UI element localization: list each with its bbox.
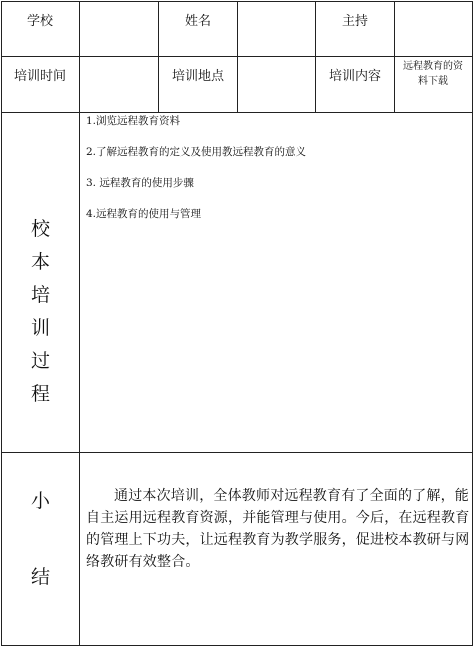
label-char: 小: [30, 490, 50, 512]
label-char: 本: [30, 251, 50, 273]
row-divider: [1, 452, 473, 453]
table-border-right: [472, 1, 473, 646]
training-content-label: 培训内容: [328, 68, 381, 84]
label-char: 训: [30, 317, 50, 339]
list-item: 2.了解远程教育的定义及使用教远程教育的意义: [86, 146, 307, 158]
name-value: [238, 1, 315, 56]
label-char: 结: [30, 566, 50, 588]
training-location-label: 培训地点: [171, 68, 224, 84]
training-steps-list: [86, 114, 466, 238]
list-item: 4.远程教育的使用与管理: [86, 208, 202, 220]
list-item: 3. 远程教育的使用步骤: [86, 177, 194, 189]
host-value: [395, 1, 472, 56]
row-divider: [1, 112, 473, 113]
training-time-label: 培训时间: [13, 68, 66, 84]
label-char: 培: [30, 284, 50, 306]
label-char: 程: [30, 383, 50, 405]
name-label: 姓名: [184, 13, 211, 29]
label-char: 校: [30, 218, 50, 240]
training-time-value: [80, 56, 158, 112]
host-label: 主持: [341, 13, 368, 29]
training-content-value: 远程教育的资料下载: [403, 61, 463, 87]
school-value: [80, 1, 158, 56]
training-location-value: [238, 56, 315, 112]
list-item: 1.浏览远程教育资料: [86, 115, 181, 127]
training-process-label: [1, 214, 80, 412]
summary-text: 通过本次培训，全体教师对远程教育有了全面的了解，能自主运用远程教育资源，并能管理与使用。今后，在远程教育的管理上下功夫，让远程教育为教学服务，促进校本教研与网络教研有效整合。: [86, 488, 470, 570]
table-border-bottom: [1, 645, 473, 646]
label-char: 过: [30, 350, 50, 372]
school-label: 学校: [26, 13, 53, 29]
summary-label: [1, 486, 80, 592]
